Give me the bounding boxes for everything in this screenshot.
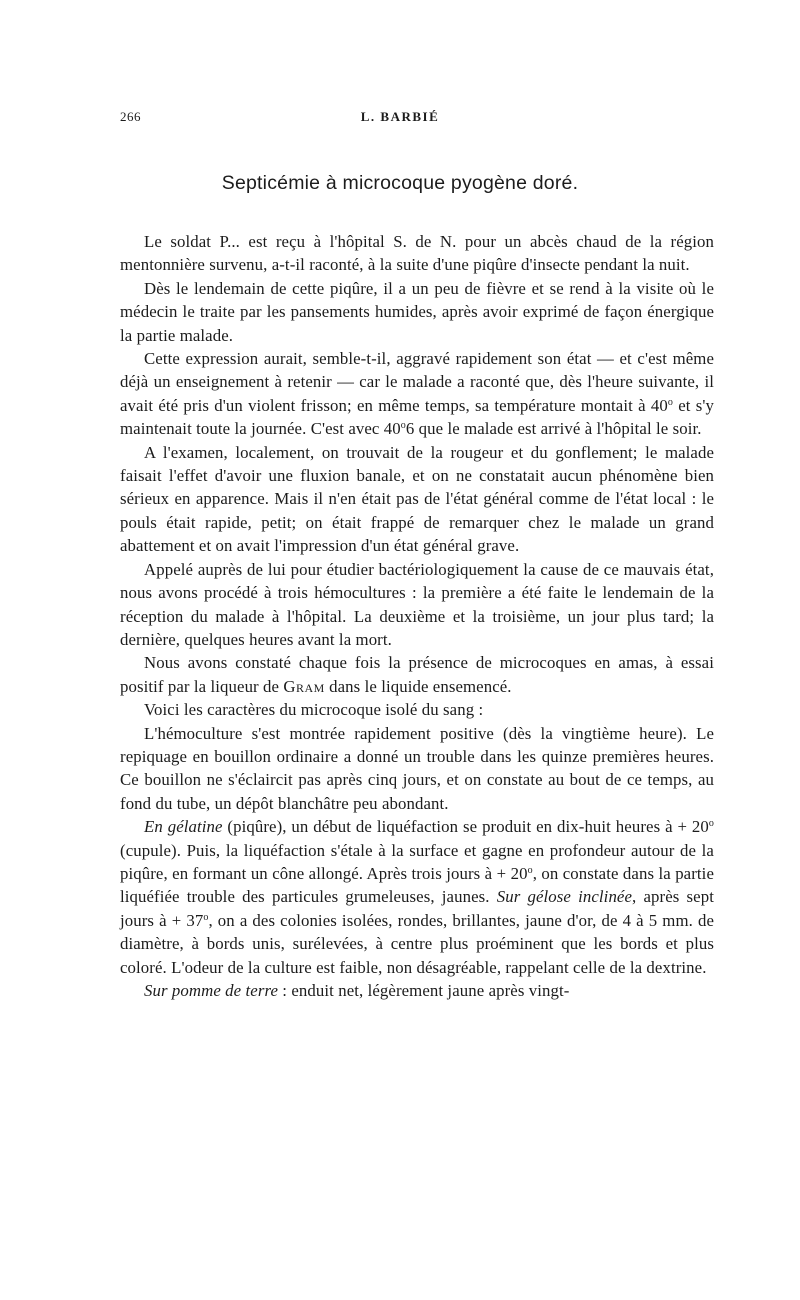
gram-name: Gram bbox=[283, 676, 325, 696]
text-run: 6 que le malade est arrivé à l'hôpital le soir. bbox=[405, 419, 702, 439]
text-run: , on a des colonies isolées, rondes, brillantes, jaune d'or, de 4 à 5 mm. de diamètre, à bords unis, surélevées, à centre plus proéminent que les bords et plus coloré. L'odeur de la culture est faible, non désagréable, rappelant celle de la dextrine. bbox=[120, 910, 714, 977]
paragraph: Dès le lendemain de cette piqûre, il a un peu de fièvre et se rend à la visite où le médecin le traite par les pansements humides, après avoir exprimé de façon énergique la partie malade. bbox=[120, 278, 714, 345]
paragraph: Appelé auprès de lui pour étudier bactériologiquement la cause de ce mauvais état, nous avons procédé à trois hémocultures : la première a été faite le lendemain de la réception du malade à l'hôpital. La deuxième et la troisième, un jour plus tard; la dernière, quelques heures avant la mort. bbox=[120, 559, 714, 649]
paragraph: Le soldat P... est reçu à l'hôpital S. de N. pour un abcès chaud de la région mentonnière survenu, a-t-il raconté, à la suite d'une piqûre d'insecte pendant la nuit. bbox=[120, 232, 714, 275]
paragraph: L'hémoculture s'est montrée rapidement positive (dès la vingtième heure). Le repiquage en bouillon ordinaire a donné un trouble dans les quinze premières heures. Ce bouillon ne s'éclaircit pas après cinq jours, et on constate au bout de ce temps, au fond du tube, un dépôt blanchâtre peu abondant. bbox=[120, 723, 714, 813]
degree-sign: o bbox=[527, 864, 533, 876]
text-run: Nous avons constaté chaque fois la présence de microcoques en amas, à essai positif par la liqueur de bbox=[120, 653, 714, 696]
text-run: (cupule). Puis, la liquéfaction s'étale à la surface et gagne en profondeur autour de la piqûre, en formant un cône allongé. Après trois jours à + 20 bbox=[120, 840, 714, 883]
paragraph bbox=[120, 979, 714, 1002]
running-head: L. BARBIÉ bbox=[360, 109, 440, 124]
article-title: Septicémie à microcoque pyogène doré. bbox=[221, 172, 579, 194]
text-run: , après sept jours à + 37 bbox=[120, 887, 714, 930]
degree-sign: o bbox=[708, 818, 714, 830]
italic-term: Sur pomme de terre bbox=[144, 981, 279, 1000]
degree-sign: o bbox=[667, 396, 673, 408]
text-run: : enduit net, légèrement jaune après vingt- bbox=[278, 981, 570, 1000]
text-run: et s'y maintenait toute la journée. C'est avec 40 bbox=[120, 395, 714, 439]
italic-term: Sur gélose inclinée bbox=[496, 887, 633, 907]
paragraph: A l'examen, localement, on trouvait de la rougeur et du gonflement; le malade faisait l'effet d'avoir une fluxion banale, et on ne constatait aucun phénomène bien sérieux en apparence. Mais il n'en était pas de l'état général comme de l'état local : le pouls était rapide, petit; on était frappé de remarquer chez le malade un grand abattement et on avait l'impression d'un état général grave. bbox=[120, 442, 714, 556]
text-run: (piqûre), un début de liquéfaction se produit en dix-huit heures à + 20 bbox=[222, 817, 709, 837]
italic-term: En gélatine bbox=[144, 817, 223, 837]
degree-sign: o bbox=[400, 420, 406, 432]
page-number: 266 bbox=[120, 109, 141, 124]
text-run: , on constate dans la partie liquéfiée trouble des particules grumeleuses, jaunes. bbox=[120, 863, 714, 907]
body-text bbox=[120, 230, 714, 1002]
paragraph bbox=[120, 651, 714, 698]
paragraph: Voici les caractères du microcoque isolé du sang : bbox=[144, 700, 484, 720]
paragraph bbox=[120, 347, 714, 441]
degree-sign: o bbox=[203, 911, 209, 923]
text-run: dans le liquide ensemencé. bbox=[324, 676, 512, 696]
paragraph bbox=[120, 815, 714, 979]
text-run: Cette expression aurait, semble-t-il, aggravé rapidement son état — et c'est même déjà un enseignement à retenir — car le malade a raconté que, dès l'heure suivante, il avait été pris d'un violent frisson; en même temps, sa température montait à 40 bbox=[120, 349, 714, 415]
